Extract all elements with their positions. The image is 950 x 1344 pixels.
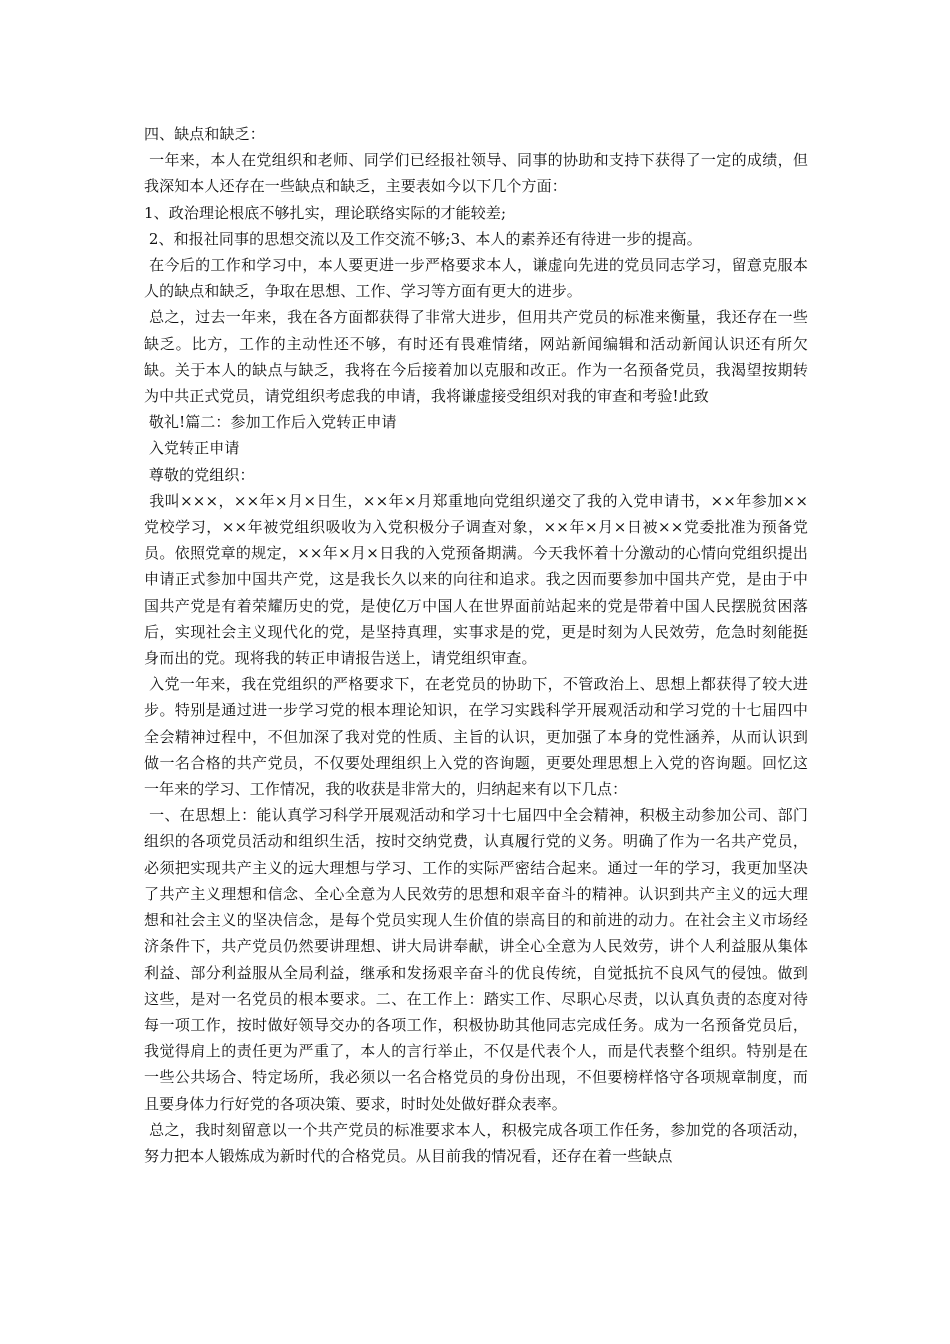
salutation: 尊敬的党组织： <box>144 465 255 484</box>
paragraph: 在今后的工作和学习中，本人要更进一步严格要求本人，谦虚向先进的党员同志学习，留意克服本人的缺点和缺乏，争取在思想、工作、学习等方面有更大的进步。 <box>144 256 808 301</box>
paragraph: 一、在思想上：能认真学习科学开展观活动和学习十七届四中全会精神，积极主动参加公司、部门组织的各项党员活动和组织生活，按时交纳党费，认真履行党的义务。明确了作为一名共产党员，必须把实现共产主义的远大理想与学习、工作的实际严密结合起来。通过一年的学习，我更加坚决了共产主义理想和信念、全心全意为人民效劳的思想和艰辛奋斗的精神。认识到共产主义的远大理想和社会主义的坚决信念，是每个党员实现人生价值的崇高目的和前进的动力。在社会主义市场经济条件下，共产党员仍然要讲理想、讲大局讲奉献，讲全心全意为人民效劳，讲个人利益服从集体利益、部分利益服从全局利益，继承和发扬艰辛奋斗的优良传统，自觉抵抗不良风气的侵蚀。做到这些，是对一名党员的根本要求。二、在工作上：踏实工作、尽职心尽责，以认真负责的态度对待每一项工作，按时做好领导交办的各项工作，积极协助其他同志完成任务。成为一名预备党员后，我觉得肩上的责任更为严重了，本人的言行举止，不仅是代表个人，而是代表整个组织。特别是在一些公共场合、特定场所，我必须以一名合格党员的身份出现，不但要榜样恪守各项规章制度，而且要身体力行好党的各项决策、要求，时时处处做好群众表率。 <box>144 806 808 1113</box>
paragraph: 一年来，本人在党组织和老师、同学们已经报社领导、同事的协助和支持下获得了一定的成绩，但我深知本人还存在一些缺点和缺乏，主要表如今以下几个方面： <box>144 151 808 196</box>
paragraph: 总之，过去一年来，我在各方面都获得了非常大进步，但用共产党员的标准来衡量，我还存在一些缺乏。比方，工作的主动性还不够，有时还有畏难情绪，网站新闻编辑和活动新闻认识还有所欠缺。关于本人的缺点与缺乏，我将在今后接着加以克服和改正。作为一名预备党员，我渴望按期转为中共正式党员，请党组织考虑我的申请，我将谦虚接受组织对我的审查和考验!此致 <box>144 308 808 406</box>
paragraph: 入党一年来，我在党组织的严格要求下，在老党员的协助下，不管政治上、思想上都获得了较大进步。特别是通过进一步学习党的根本理论知识，在学习实践科学开展观活动和学习党的十七届四中全会精神过程中，不但加深了我对党的性质、主旨的认识，更加强了本身的党性涵养，从而认识到做一名合格的共产党员，不仅要处理组织上入党的咨询题，更要处理思想上入党的咨询题。回忆这一年来的学习、工作情况，我的收获是非常大的，归纳起来有以下几点： <box>144 675 808 799</box>
paragraph: 我叫×××，××年×月×日生，××年×月郑重地向党组织递交了我的入党申请书，××年参加××党校学习，××年被党组织吸收为入党积极分子调查对象，××年×月×日被××党委批准为预备党员。依照党章的规定，××年×月×日我的入党预备期满。今天我怀着十分激动的心情向党组织提出申请正式参加中国共产党，这是我长久以来的向往和追求。我之因而要参加中国共产党，是由于中国共产党是有着荣耀历史的党，是使亿万中国人在世界面前站起来的党是带着中国人民摆脱贫困落后，实现社会主义现代化的党，是坚持真理，实事求是的党，更是时刻为人民效劳，危急时刻能挺身而出的党。现将我的转正申请报告送上，请党组织审查。 <box>144 491 808 668</box>
section-heading-shortcomings: 四、缺点和缺乏： <box>144 125 265 143</box>
document-body <box>144 121 808 1169</box>
paragraph: 2、和报社同事的思想交流以及工作交流不够;3、本人的素养还有待进一步的提高。 <box>144 229 702 248</box>
document-title: 入党转正申请 <box>144 439 240 458</box>
closing-and-article-title: 敬礼!篇二：参加工作后入党转正申请 <box>144 413 397 432</box>
paragraph: 总之，我时刻留意以一个共产党员的标准要求本人，积极完成各项工作任务，参加党的各项活动，努力把本人锻炼成为新时代的合格党员。从目前我的情况看，还存在着一些缺点 <box>144 1120 808 1165</box>
paragraph: 1、政治理论根底不够扎实，理论联络实际的才能较差; <box>144 203 507 222</box>
